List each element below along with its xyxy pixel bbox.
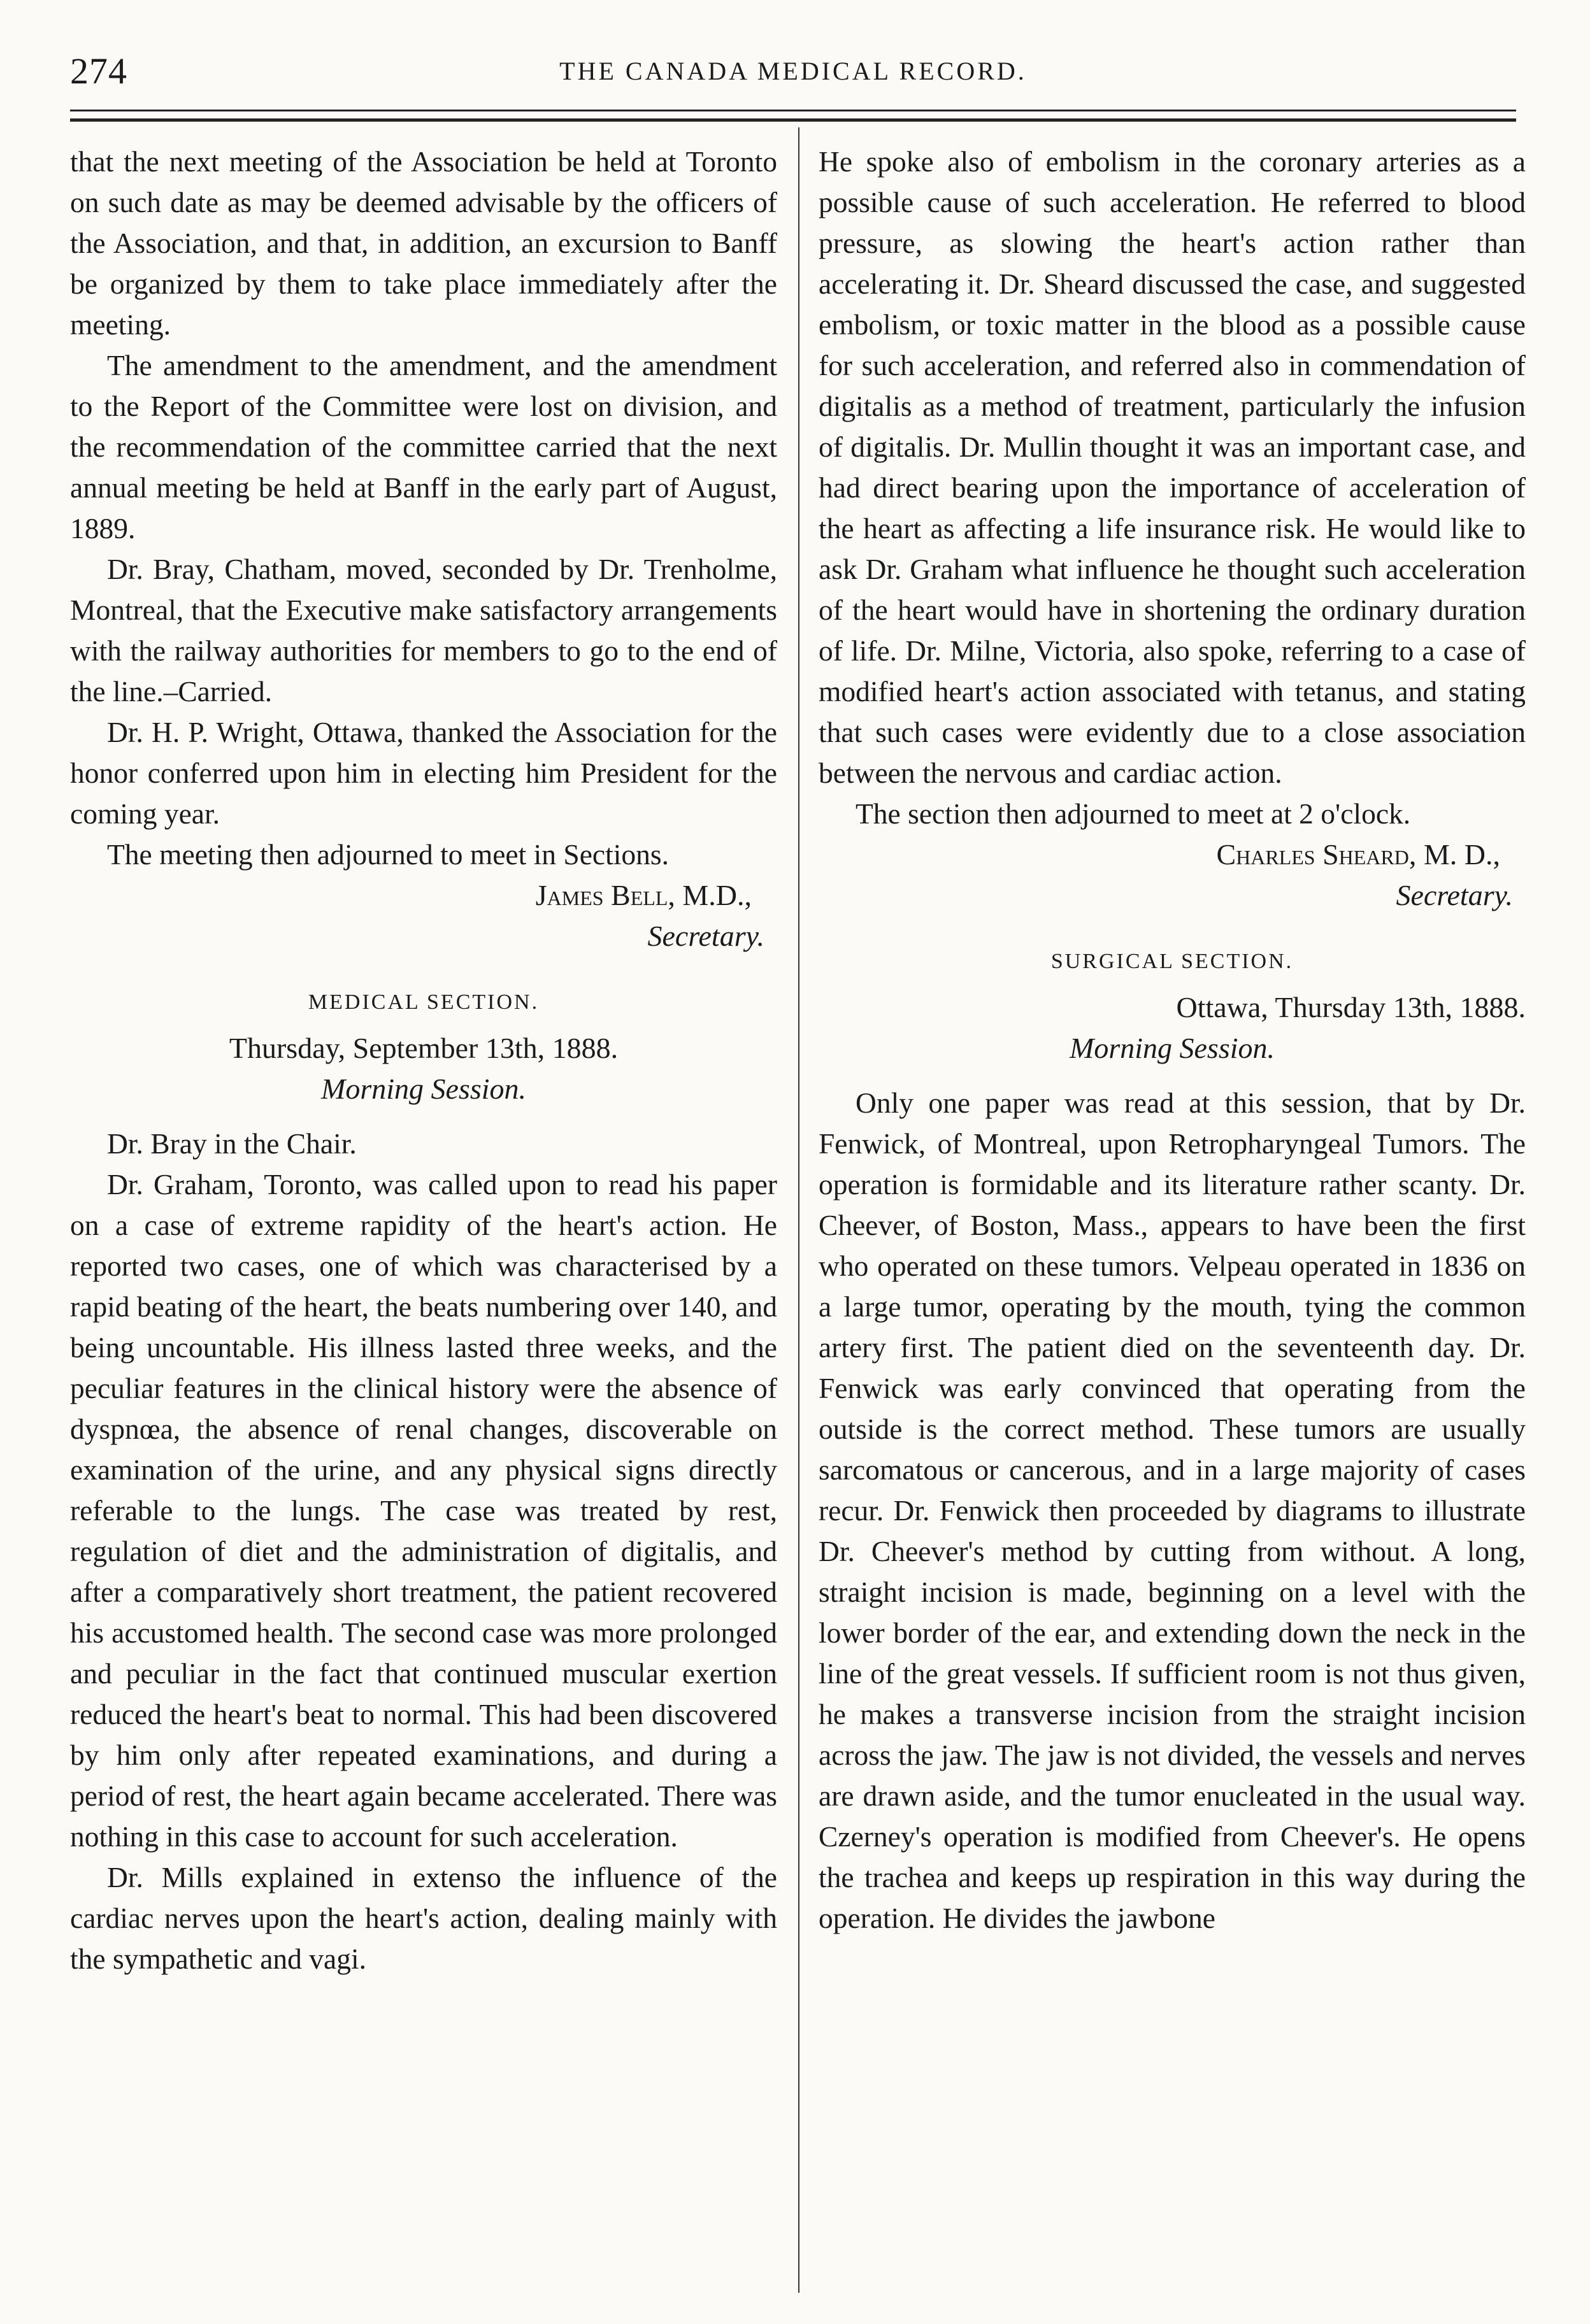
section-date: Thursday, September 13th, 1888.: [229, 1032, 619, 1064]
paragraph: The amendment to the amendment, and the amendment to the Report of the Committee were lost on division, and the recommendation of the committee carried that the next annual meeting be held at Banff in the early part of August, 1889.: [70, 349, 777, 545]
section-heading-medical: MEDICAL SECTION.: [308, 990, 540, 1014]
running-title: THE CANADA MEDICAL RECORD.: [559, 57, 1027, 85]
header-rule-double: [70, 118, 1516, 122]
paragraph: He spoke also of embolism in the coronary arteries as a possible cause of such acceleration. He referred to blood pressure, as slowing the heart's action rather than accelerating it. Dr. Sheard discussed the case, and suggested embolism, or toxic matter in the blood as a possible cause for such acceleration, and referred also in commendation of digitalis as a method of treatment, particularly the infusion of digitalis. Dr. Mullin thought it was an important case, and had direct bearing upon the importance of acceleration of the heart as affecting a life insurance risk. He would like to ask Dr. Graham what influence he thought such acceleration of the heart would have in shortening the ordinary duration of life. Dr. Milne, Victoria, also spoke, referring to a case of modified heart's action associated with tetanus, and stating that such cases were evidently due to a close association between the nervous and cardiac action.: [819, 145, 1526, 789]
session-title: Morning Session.: [321, 1073, 526, 1105]
signature-role: Secretary.: [647, 920, 764, 952]
paragraph: Dr. H. P. Wright, Ottawa, thanked the Association for the honor conferred upon him in electing him President for the coming year.: [70, 716, 777, 830]
signature-name: James Bell, M.D.,: [535, 879, 752, 911]
right-column: [819, 141, 1526, 1939]
session-title: Morning Session.: [1070, 1032, 1275, 1064]
paragraph: Dr. Mills explained in extenso the influence of the cardiac nerves upon the heart's action, dealing mainly with the sympathetic and vagi.: [70, 1861, 777, 1975]
paragraph: that the next meeting of the Association be held at Toronto on such date as may be deemed advisable by the officers of the Association, and that, in addition, an excursion to Banff be organized by them to take place immediately after the meeting.: [70, 145, 777, 341]
chair-line: Dr. Bray in the Chair.: [107, 1127, 357, 1160]
paragraph: Dr. Bray, Chatham, moved, seconded by Dr. Trenholme, Montreal, that the Executive make satisfactory arrangements with the railway authorities for members to go to the end of the line.–Carried.: [70, 553, 777, 708]
paragraph: The meeting then adjourned to meet in Sections.: [107, 838, 669, 871]
page-number: 274: [70, 50, 127, 92]
signature-role: Secretary.: [1396, 879, 1513, 911]
column-divider: [798, 127, 799, 2293]
signature-name: Charles Sheard, M. D.,: [1216, 838, 1500, 871]
paragraph: Dr. Graham, Toronto, was called upon to read his paper on a case of extreme rapidity of the heart's action. He reported two cases, one of which was characterised by a rapid beating of the heart, the beats numbering over 140, and being uncountable. His illness lasted three weeks, and the peculiar features in the clinical history were the absence of dyspnœa, the absence of renal changes, discoverable on examination of the urine, and any physical signs directly referable to the lungs. The case was treated by rest, regulation of diet and the administration of digitalis, and after a comparatively short treatment, the patient recovered his accustomed health. The second case was more prolonged and peculiar in the fact that continued muscular exertion reduced the heart's beat to normal. This had been discovered by him only after repeated examinations, and during a period of rest, the heart again became accelerated. There was nothing in this case to account for such acceleration.: [70, 1168, 777, 1853]
header-rule: [70, 110, 1516, 111]
page-header: [70, 50, 1516, 101]
section-heading-surgical: SURGICAL SECTION.: [1050, 950, 1294, 973]
left-column: [70, 141, 777, 1979]
paragraph: The section then adjourned to meet at 2 o'clock.: [856, 797, 1411, 830]
paragraph: Only one paper was read at this session, that by Dr. Fenwick, of Montreal, upon Retropharyngeal Tumors. The operation is formidable and its literature rather scanty. Dr. Cheever, of Boston, Mass., appears to have been the first who operated on these tumors. Velpeau operated in 1836 on a large tumor, operating by the mouth, tying the common artery first. The patient died on the seventeenth day. Dr. Fenwick was early convinced that operating from the outside is the correct method. These tumors are usually sarcomatous or cancerous, and in a large majority of cases recur. Dr. Fenwick then proceeded by diagrams to illustrate Dr. Cheever's method by cutting from without. A long, straight incision is made, beginning on a level with the lower border of the ear, and extending down the neck in the line of the great vessels. If sufficient room is not thus given, he makes a transverse incision from the straight incision across the jaw. The jaw is not divided, the vessels and nerves are drawn aside, and the tumor enucleated in the usual way. Czerney's operation is modified from Cheever's. He opens the trachea and keeps up respiration in this way during the operation. He divides the jawbone: [819, 1087, 1526, 1934]
section-date: Ottawa, Thursday 13th, 1888.: [1176, 991, 1526, 1023]
